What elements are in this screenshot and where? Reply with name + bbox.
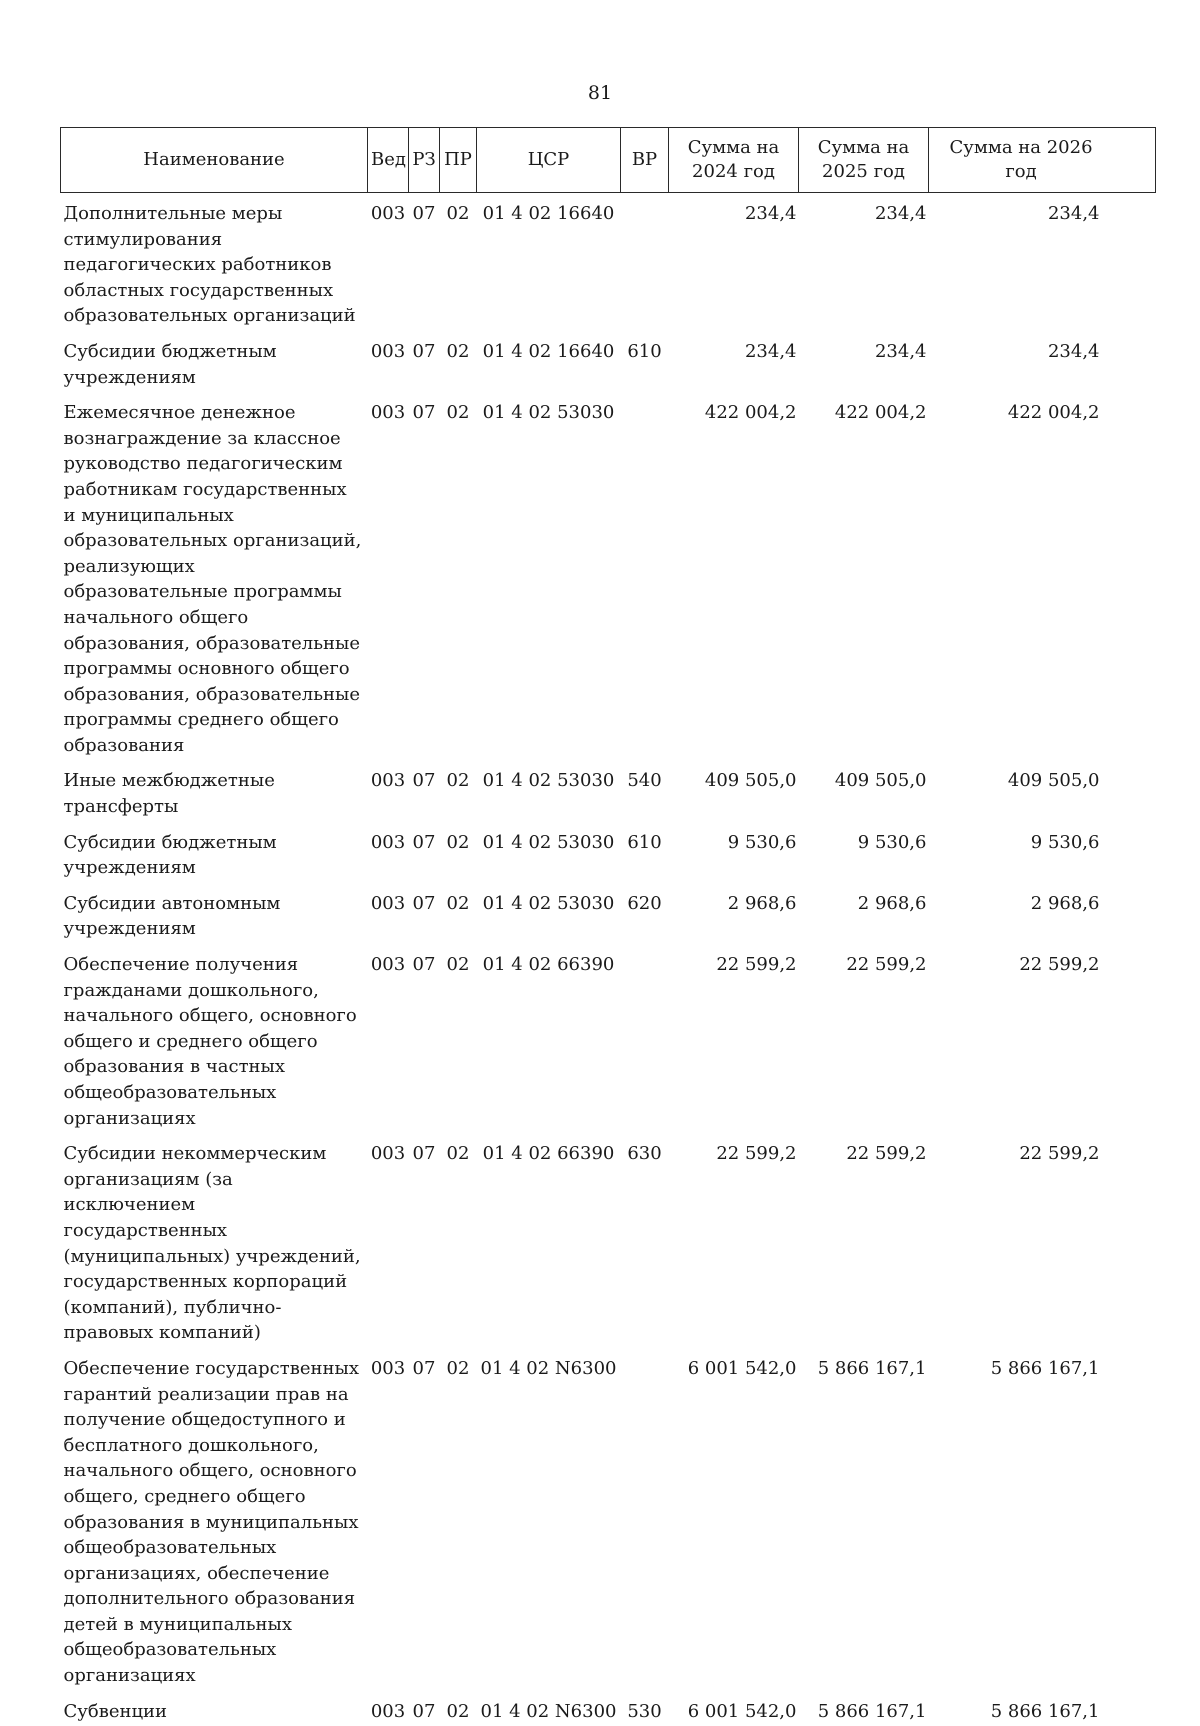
header-sum-2025: Сумма на 2025 год	[799, 128, 929, 193]
cell-csr: 01 4 02 53030	[477, 883, 621, 944]
cell-name: Обеспечение государственных гарантий реализации прав на получение общедоступного и бесплатного дошкольного, начального общего, основного общего, среднего общего образования в муниципальных общеобразовательных организациях, обеспечение дополнительного образования детей в муниципальных общеобразовательных организациях	[61, 1348, 368, 1691]
table-row	[61, 1691, 1156, 1726]
cell-sum-2024: 234,4	[669, 331, 799, 392]
cell-sum-2026: 422 004,2	[929, 392, 1156, 760]
cell-name: Субсидии автономным учреждениям	[61, 883, 368, 944]
cell-ved: 003	[368, 883, 409, 944]
cell-rz: 07	[409, 760, 440, 821]
header-sum-2026: Сумма на 2026 год	[929, 128, 1156, 193]
cell-name: Субсидии некоммерческим организациям (за исключением государственных (муниципальных) учреждений, государственных корпораций (компаний), публично-правовых компаний)	[61, 1133, 368, 1348]
cell-ved: 003	[368, 944, 409, 1133]
cell-name: Обеспечение получения гражданами дошкольного, начального общего, основного общего и среднего общего образования в частных общеобразовательных организациях	[61, 944, 368, 1133]
table-row	[61, 822, 1156, 883]
cell-rz: 07	[409, 1133, 440, 1348]
cell-rz: 07	[409, 331, 440, 392]
cell-vr	[621, 392, 669, 760]
cell-pr: 02	[440, 760, 477, 821]
cell-sum-2026: 5 866 167,1	[929, 1691, 1156, 1726]
cell-name: Ежемесячное денежное вознаграждение за классное руководство педагогическим работникам государственных и муниципальных образовательных организаций, реализующих образовательные программы начального общего образования, образовательные программы основного общего образования, образовательные программы среднего общего образования	[61, 392, 368, 760]
cell-sum-2025: 422 004,2	[799, 392, 929, 760]
cell-rz: 07	[409, 822, 440, 883]
cell-vr: 620	[621, 883, 669, 944]
table-row	[61, 1133, 1156, 1348]
cell-sum-2026: 22 599,2	[929, 944, 1156, 1133]
page-number: 81	[0, 82, 1200, 104]
cell-sum-2024: 6 001 542,0	[669, 1691, 799, 1726]
cell-vr: 610	[621, 331, 669, 392]
cell-rz: 07	[409, 1348, 440, 1691]
cell-vr: 540	[621, 760, 669, 821]
cell-vr: 630	[621, 1133, 669, 1348]
header-name: Наименование	[61, 128, 368, 193]
cell-sum-2025: 22 599,2	[799, 1133, 929, 1348]
cell-pr: 02	[440, 392, 477, 760]
header-vr: ВР	[621, 128, 669, 193]
cell-csr: 01 4 02 66390	[477, 944, 621, 1133]
cell-rz: 07	[409, 193, 440, 331]
cell-sum-2025: 9 530,6	[799, 822, 929, 883]
cell-sum-2026: 409 505,0	[929, 760, 1156, 821]
cell-sum-2024: 422 004,2	[669, 392, 799, 760]
cell-sum-2026: 9 530,6	[929, 822, 1156, 883]
table-row	[61, 331, 1156, 392]
cell-pr: 02	[440, 1348, 477, 1691]
cell-ved: 003	[368, 193, 409, 331]
cell-csr: 01 4 02 53030	[477, 392, 621, 760]
cell-name: Субвенции	[61, 1691, 368, 1726]
cell-name: Дополнительные меры стимулирования педагогических работников областных государственных образовательных организаций	[61, 193, 368, 331]
cell-sum-2024: 409 505,0	[669, 760, 799, 821]
cell-ved: 003	[368, 1348, 409, 1691]
table-row	[61, 1348, 1156, 1691]
table-body	[61, 193, 1156, 1726]
cell-rz: 07	[409, 1691, 440, 1726]
cell-sum-2026: 5 866 167,1	[929, 1348, 1156, 1691]
cell-pr: 02	[440, 944, 477, 1133]
table-row	[61, 760, 1156, 821]
cell-sum-2024: 6 001 542,0	[669, 1348, 799, 1691]
cell-pr: 02	[440, 883, 477, 944]
cell-csr: 01 4 02 53030	[477, 822, 621, 883]
cell-vr	[621, 944, 669, 1133]
cell-csr: 01 4 02 66390	[477, 1133, 621, 1348]
cell-pr: 02	[440, 1133, 477, 1348]
cell-ved: 003	[368, 392, 409, 760]
cell-csr: 01 4 02 N6300	[477, 1348, 621, 1691]
cell-sum-2024: 22 599,2	[669, 944, 799, 1133]
cell-ved: 003	[368, 822, 409, 883]
cell-name: Иные межбюджетные трансферты	[61, 760, 368, 821]
cell-sum-2025: 2 968,6	[799, 883, 929, 944]
cell-sum-2024: 22 599,2	[669, 1133, 799, 1348]
header-row	[61, 128, 1156, 193]
header-rz: РЗ	[409, 128, 440, 193]
cell-pr: 02	[440, 822, 477, 883]
cell-vr	[621, 193, 669, 331]
cell-sum-2025: 5 866 167,1	[799, 1691, 929, 1726]
cell-ved: 003	[368, 331, 409, 392]
cell-ved: 003	[368, 1691, 409, 1726]
cell-csr: 01 4 02 16640	[477, 331, 621, 392]
cell-pr: 02	[440, 1691, 477, 1726]
cell-sum-2025: 409 505,0	[799, 760, 929, 821]
cell-csr: 01 4 02 53030	[477, 760, 621, 821]
cell-sum-2026: 2 968,6	[929, 883, 1156, 944]
cell-rz: 07	[409, 392, 440, 760]
table-row	[61, 883, 1156, 944]
cell-ved: 003	[368, 1133, 409, 1348]
cell-ved: 003	[368, 760, 409, 821]
cell-name: Субсидии бюджетным учреждениям	[61, 822, 368, 883]
table-row	[61, 392, 1156, 760]
cell-pr: 02	[440, 331, 477, 392]
cell-csr: 01 4 02 N6300	[477, 1691, 621, 1726]
cell-sum-2024: 9 530,6	[669, 822, 799, 883]
cell-rz: 07	[409, 944, 440, 1133]
cell-sum-2025: 22 599,2	[799, 944, 929, 1133]
header-ved: Вед	[368, 128, 409, 193]
cell-sum-2024: 2 968,6	[669, 883, 799, 944]
cell-rz: 07	[409, 883, 440, 944]
cell-sum-2025: 234,4	[799, 331, 929, 392]
table-row	[61, 944, 1156, 1133]
cell-csr: 01 4 02 16640	[477, 193, 621, 331]
cell-vr: 610	[621, 822, 669, 883]
header-sum-2024: Сумма на 2024 год	[669, 128, 799, 193]
cell-sum-2026: 22 599,2	[929, 1133, 1156, 1348]
cell-vr: 530	[621, 1691, 669, 1726]
header-csr: ЦСР	[477, 128, 621, 193]
cell-name: Субсидии бюджетным учреждениям	[61, 331, 368, 392]
cell-sum-2025: 234,4	[799, 193, 929, 331]
cell-sum-2026: 234,4	[929, 193, 1156, 331]
header-pr: ПР	[440, 128, 477, 193]
cell-sum-2024: 234,4	[669, 193, 799, 331]
cell-pr: 02	[440, 193, 477, 331]
cell-vr	[621, 1348, 669, 1691]
cell-sum-2025: 5 866 167,1	[799, 1348, 929, 1691]
table-row	[61, 193, 1156, 331]
budget-table	[60, 127, 1156, 1726]
cell-sum-2026: 234,4	[929, 331, 1156, 392]
